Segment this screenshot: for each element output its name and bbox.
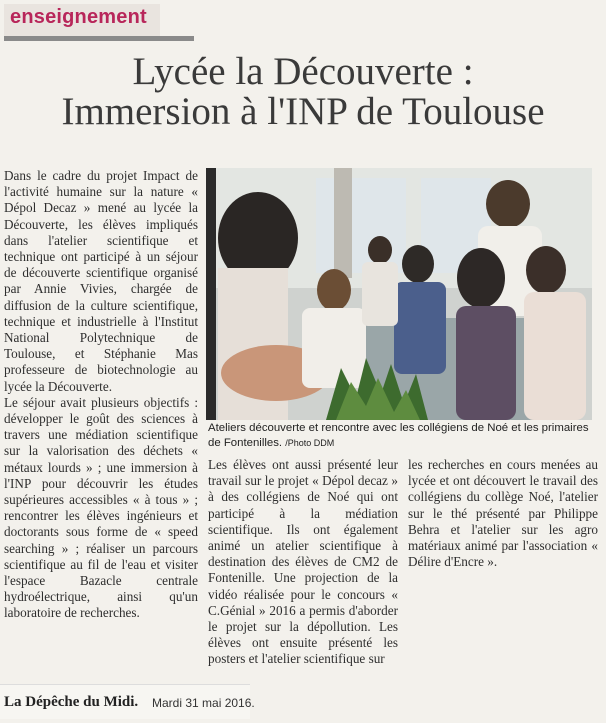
headline-line-2: Immersion à l'INP de Toulouse <box>61 90 545 133</box>
newspaper-masthead: La Dépêche du Midi. <box>4 694 139 710</box>
photo-illustration <box>206 168 592 420</box>
section-label: enseignement <box>10 6 147 28</box>
photo-credit: /Photo DDM <box>285 438 335 448</box>
article-column-2 <box>208 457 398 668</box>
paragraph-2: Le séjour avait plusieurs objectifs : développer le goût des sciences à travers une médiation scientifique sur la valorisation des déchets « métaux lourds » ; une immersion à l'INP pour découvrir les études supérieures accessibles « à tous » ; rencontrer les élèves ingénieurs et doctorants sous forme de « speed searching » ; réaliser un parcours scientifique au fil de l'eau et visiter l'espace Bazacle centrale hydroélectrique, ainsi qu'un laboratoire de recherches. <box>4 394 198 621</box>
article-headline <box>0 52 606 132</box>
publication-date: Mardi 31 mai 2016. <box>152 696 255 710</box>
paragraph-3-continued: les recherches en cours menées au lycée et ont découvert le travail des collégiens du collège Noé, l'atelier sur le thé présenté par Philippe Behra et l'atelier sur les agro matériaux animé par l'association « Délire d'Encre ». <box>408 457 598 570</box>
headline-line-1: Lycée la Découverte : <box>132 50 474 93</box>
caption-text: Ateliers découverte et rencontre avec les collégiens de Noé et les primaires de Fontenilles. <box>208 422 589 449</box>
article-column-3 <box>408 457 598 570</box>
paragraph-3: Les élèves ont aussi présenté leur travail sur le projet « Dépol decaz » à des collégiens de Noé qui ont participé à la médiation scientifique. Ils ont également animé un atelier scientifique à destination des élèves de CM2 de Fontenille. Une projection de la vidéo réalisée pour le concours « C.Génial » 2016 a permis d'aborder le projet sur la dépollution. Les élèves ont ensuite présenté les posters et l'atelier scientifique sur <box>208 457 398 667</box>
section-rule <box>4 36 194 41</box>
photo-caption <box>208 421 600 451</box>
paragraph-1: Dans le cadre du projet Impact de l'activité humaine sur la nature « Dépol Decaz » mené au lycée la Découverte, les élèves impliqués dans l'atelier scientifique et technique ont participé à un séjour de découverte scientifique organisé par Annie Vivies, chargée de diffusion de la culture scientifique, technique et industrielle à l'Institut National Polytechnique de Toulouse, et Stéphanie Mas professeure de biotechnologie au lycée la Découverte. <box>4 168 198 394</box>
article-column-1 <box>4 168 198 622</box>
article-photo <box>206 168 592 420</box>
